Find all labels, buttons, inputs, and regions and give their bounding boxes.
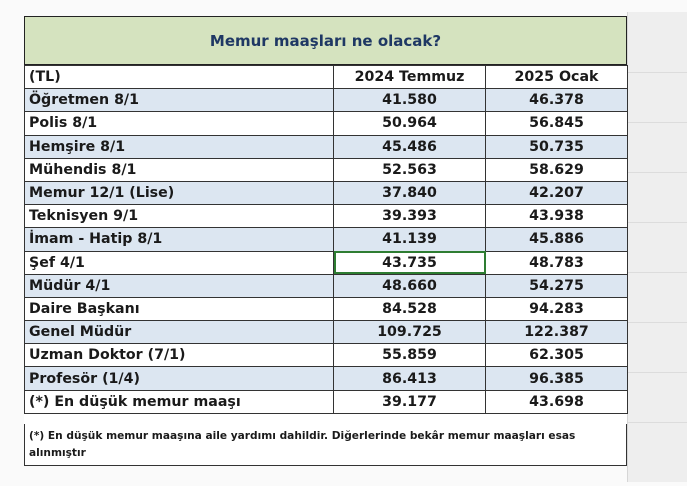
value-2025-cell[interactable]: 42.207: [486, 181, 628, 204]
table-row: [25, 158, 628, 181]
footnote-cell[interactable]: (*) En düşük memur maaşına aile yardımı dahildir. Diğerlerinde bekâr memur maaşları esas alınmıştır: [24, 424, 627, 466]
value-2024-cell[interactable]: 37.840: [334, 181, 486, 204]
row-label-cell[interactable]: (*) En düşük memur maaşı: [25, 390, 334, 413]
value-2024-cell[interactable]: 55.859: [334, 344, 486, 367]
value-2024-cell[interactable]: 50.964: [334, 112, 486, 135]
row-label-cell[interactable]: Memur 12/1 (Lise): [25, 181, 334, 204]
value-2024-cell[interactable]: 84.528: [334, 297, 486, 320]
value-2025-cell[interactable]: 43.938: [486, 205, 628, 228]
value-2024-cell[interactable]: 48.660: [334, 274, 486, 297]
value-2025-cell[interactable]: 56.845: [486, 112, 628, 135]
value-2024-cell[interactable]: 39.393: [334, 205, 486, 228]
header-cell-2025[interactable]: 2025 Ocak: [486, 66, 628, 89]
value-2024-cell[interactable]: 41.580: [334, 89, 486, 112]
salary-table: [24, 65, 628, 414]
value-2024-cell[interactable]: 109.725: [334, 321, 486, 344]
table-row: [25, 228, 628, 251]
row-label-cell[interactable]: Uzman Doktor (7/1): [25, 344, 334, 367]
value-2024-cell[interactable]: 39.177: [334, 390, 486, 413]
row-label-cell[interactable]: Şef 4/1: [25, 251, 334, 274]
table-row: [25, 344, 628, 367]
row-label-cell[interactable]: Mühendis 8/1: [25, 158, 334, 181]
table-row: [25, 367, 628, 390]
value-2025-cell[interactable]: 122.387: [486, 321, 628, 344]
value-2025-cell[interactable]: 54.275: [486, 274, 628, 297]
value-2024-cell-selected[interactable]: 43.735: [334, 251, 486, 274]
table-row: [25, 274, 628, 297]
value-2025-cell[interactable]: 58.629: [486, 158, 628, 181]
table-row: [25, 321, 628, 344]
value-2025-cell[interactable]: 96.385: [486, 367, 628, 390]
header-row: [25, 66, 628, 89]
value-2024-cell[interactable]: 52.563: [334, 158, 486, 181]
table-row: [25, 390, 628, 413]
value-2024-cell[interactable]: 41.139: [334, 228, 486, 251]
value-2025-cell[interactable]: 48.783: [486, 251, 628, 274]
value-2025-cell[interactable]: 94.283: [486, 297, 628, 320]
table-title[interactable]: Memur maaşları ne olacak?: [24, 16, 627, 65]
header-cell-2024[interactable]: 2024 Temmuz: [334, 66, 486, 89]
row-label-cell[interactable]: Müdür 4/1: [25, 274, 334, 297]
header-cell-currency[interactable]: (TL): [25, 66, 334, 89]
row-label-cell[interactable]: Genel Müdür: [25, 321, 334, 344]
value-2025-cell[interactable]: 62.305: [486, 344, 628, 367]
table-row: [25, 205, 628, 228]
value-2024-cell[interactable]: 45.486: [334, 135, 486, 158]
table-row: [25, 251, 628, 274]
table-row: [25, 297, 628, 320]
row-label-cell[interactable]: Teknisyen 9/1: [25, 205, 334, 228]
row-label-cell[interactable]: Profesör (1/4): [25, 367, 334, 390]
value-2025-cell[interactable]: 45.886: [486, 228, 628, 251]
row-label-cell[interactable]: Daire Başkanı: [25, 297, 334, 320]
salary-sheet: [24, 16, 627, 466]
row-label-cell[interactable]: Hemşire 8/1: [25, 135, 334, 158]
table-row: [25, 135, 628, 158]
table-row: [25, 89, 628, 112]
row-label-cell[interactable]: Polis 8/1: [25, 112, 334, 135]
table-row: [25, 112, 628, 135]
value-2025-cell[interactable]: 50.735: [486, 135, 628, 158]
value-2025-cell[interactable]: 43.698: [486, 390, 628, 413]
row-label-cell[interactable]: Öğretmen 8/1: [25, 89, 334, 112]
row-label-cell[interactable]: İmam - Hatip 8/1: [25, 228, 334, 251]
spreadsheet-empty-area[interactable]: [627, 12, 687, 482]
value-2025-cell[interactable]: 46.378: [486, 89, 628, 112]
table-row: [25, 181, 628, 204]
value-2024-cell[interactable]: 86.413: [334, 367, 486, 390]
